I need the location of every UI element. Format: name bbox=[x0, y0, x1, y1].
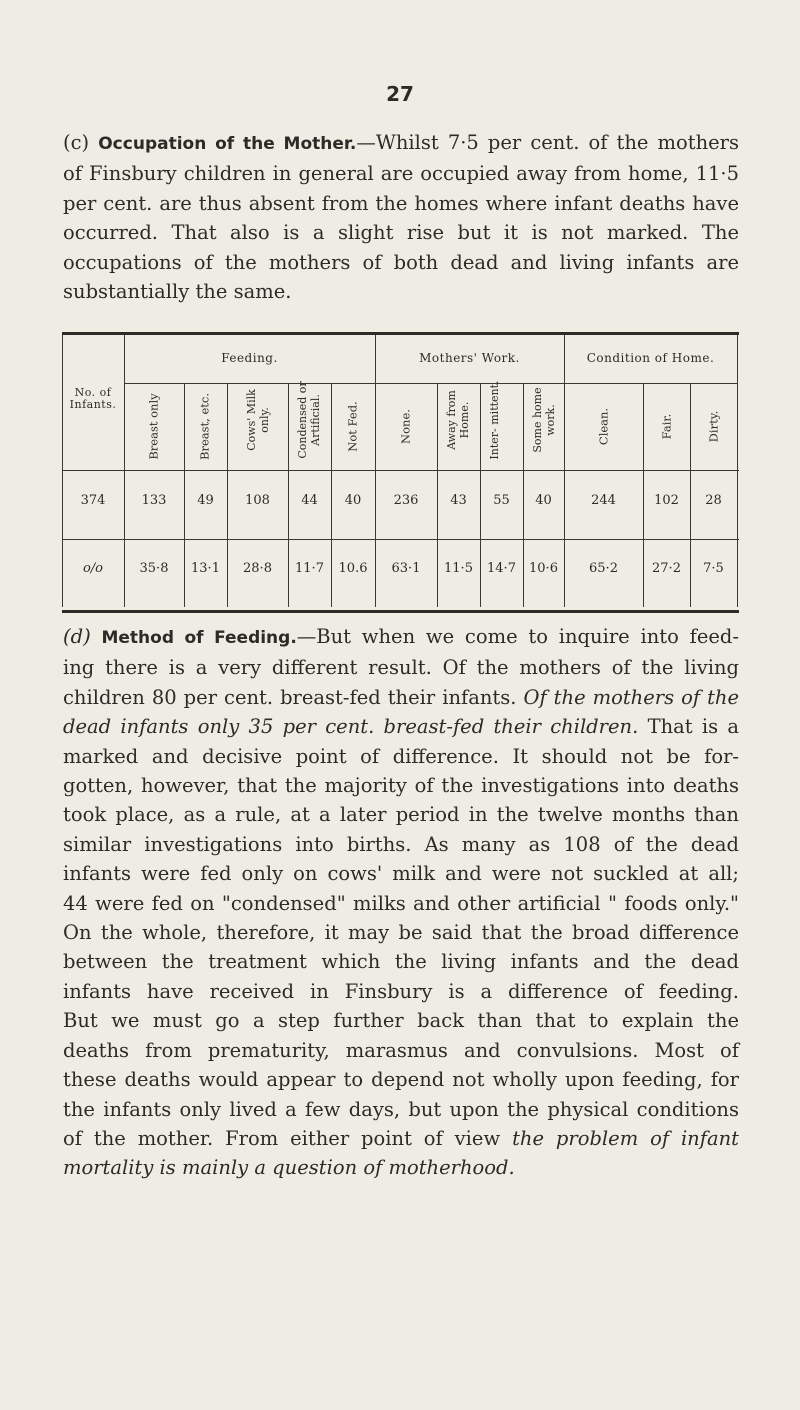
column-header-none: None. bbox=[398, 409, 413, 444]
section-heading: Method of Feeding. bbox=[101, 628, 297, 648]
table-cell: 11·7 bbox=[295, 561, 324, 576]
table-cell: 133 bbox=[141, 493, 167, 508]
page-number: 27 bbox=[386, 82, 414, 106]
table-cell: 7·5 bbox=[703, 561, 724, 576]
italic-emphasis: Of the mothers of the bbox=[523, 685, 739, 709]
table-cell: 11·5 bbox=[444, 561, 473, 576]
column-header-condensed: Condensed or Artificial. bbox=[296, 381, 322, 459]
column-header-breast-only: Breast only bbox=[146, 393, 161, 460]
table-row-label: 374 bbox=[80, 493, 106, 508]
section-feeding-paragraph: (d) Method of Feeding.—But when we come to inquire into feed- ing there is a very different result. Of the mothers of the living children 80 per cent. breast-fed their infants. Of the mothers of the dead infants only 35 per cent. breast-fed their children. That is a marked and decisive point of difference. It should not be for- gotten, however, that the majority of the investigations into deaths took place, as a rule, at a later period in the twelve months than similar investigations into births. As many as 108 of the dead infants were fed only on cows' milk and were not suckled at all; 44 were fed on "condensed" milks and other artificial " foods only." On the whole, therefore, it may be said that the broad difference between the treatment which the living infants and the dead infants have received in Finsbury is a difference of feeding. But we must go a step further back than that to explain the deaths from prematurity, marasmus and convulsions. Most of these deaths would appear to depend not wholly upon feeding, for the infants only lived a few days, but upon the physical conditions of the mother. From either point of view the problem of infant mortality is mainly a question of motherhood. bbox=[63, 625, 739, 1180]
section-label: (c) bbox=[63, 131, 90, 154]
column-header-intermittent: Inter- mittent. bbox=[488, 380, 501, 460]
table-cell: 10·6 bbox=[529, 561, 558, 576]
column-header-fair: Fair. bbox=[659, 413, 674, 440]
table-cell: 236 bbox=[393, 493, 419, 508]
table-cell: 65·2 bbox=[589, 561, 618, 576]
group-header-mothers-work: Mothers' Work. bbox=[419, 351, 520, 365]
column-header-some-home-work: Some home work. bbox=[531, 387, 557, 453]
column-header-clean: Clean. bbox=[596, 407, 611, 446]
table-cell: 63·1 bbox=[391, 561, 421, 576]
table-cell: 55 bbox=[493, 493, 510, 508]
table-cell: 40 bbox=[344, 493, 362, 508]
column-header-not-fed: Not Fed. bbox=[345, 401, 360, 452]
table-cell: 49 bbox=[197, 493, 214, 508]
section-heading: Occupation of the Mother. bbox=[98, 134, 357, 154]
column-header-cows-milk: Cows' Milk only. bbox=[245, 389, 271, 451]
group-header-feeding: Feeding. bbox=[221, 351, 278, 365]
table-cell: 43 bbox=[450, 493, 467, 508]
table-cell: 35·8 bbox=[139, 561, 169, 576]
table-cell: 13·1 bbox=[191, 561, 220, 576]
italic-emphasis: mortality is mainly a question of motherhood. bbox=[63, 1156, 515, 1180]
column-header-dirty: Dirty. bbox=[706, 410, 721, 443]
table-cell: 40 bbox=[535, 493, 552, 508]
table-row-label: o/o bbox=[82, 561, 104, 576]
table-cell: 244 bbox=[591, 493, 616, 508]
italic-emphasis: the problem of infant bbox=[512, 1126, 739, 1150]
section-label: (d) bbox=[63, 625, 91, 648]
italic-emphasis: dead infants only 35 per cent. breast-fed their children. bbox=[63, 715, 639, 739]
row-header: No. of Infants. bbox=[69, 386, 117, 411]
table-cell: 44 bbox=[301, 493, 318, 508]
table-cell: 10.6 bbox=[338, 561, 368, 576]
column-header-away-from-home: Away from Home. bbox=[445, 390, 471, 450]
table-cell: 27·2 bbox=[652, 561, 681, 576]
table-cell: 102 bbox=[654, 493, 679, 508]
table-cell: 14·7 bbox=[487, 561, 516, 576]
column-header-breast-etc: Breast, etc. bbox=[197, 393, 212, 460]
table-cell: 28 bbox=[705, 493, 722, 508]
statistics-table bbox=[62, 332, 739, 613]
table-cell: 108 bbox=[245, 493, 270, 508]
table-cell: 28·8 bbox=[243, 561, 272, 576]
group-header-condition-of-home: Condition of Home. bbox=[586, 351, 715, 365]
section-occupation-paragraph: (c) Occupation of the Mother.—Whilst 7·5 per cent. of the mothers of Finsbury children in general are occupied away from home, 11·5 per cent. are thus absent from the homes where infant deaths have occurred. That also is a slight rise but it is not marked. The occupations of the mothers of both dead and living infants are substantially the same. bbox=[63, 131, 740, 304]
